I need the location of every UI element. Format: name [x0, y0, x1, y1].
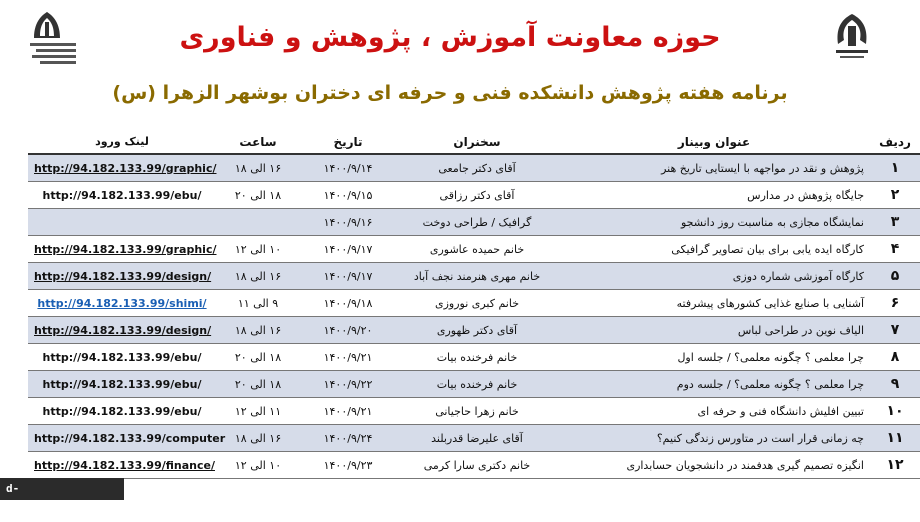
row-date: ۱۴۰۰/۹/۱۷ [323, 269, 373, 283]
row-speaker: خانم فرخنده بیات [436, 377, 518, 391]
row-date: ۱۴۰۰/۹/۲۱ [323, 404, 373, 418]
header-title: عنوان وبینار [558, 130, 870, 154]
header-link: لینک ورود [28, 130, 216, 154]
row-title: جایگاه پژوهش در مدارس [747, 188, 864, 202]
row-num: ۱ [890, 160, 900, 176]
row-num: ۸ [890, 349, 900, 365]
row-date: ۱۴۰۰/۹/۱۸ [323, 296, 373, 310]
table-row [28, 236, 920, 263]
row-title: پژوهش و نقد در مواجهه با ایستایی تاریخ هنر [661, 161, 864, 175]
table-row [28, 182, 920, 209]
row-link[interactable]: http://94.182.133.99/graphic/ [34, 242, 217, 256]
row-num: ۷ [890, 322, 900, 338]
row-time: ۱۰ الی ۱۲ [234, 458, 282, 472]
row-speaker: آقای دکتر جامعی [438, 161, 516, 175]
table-row [28, 317, 920, 344]
row-num: ۹ [890, 376, 900, 392]
row-title: انگیزه تصمیم گیری هدفمند در دانشجویان حسابداری [626, 458, 864, 472]
table-row [28, 344, 920, 371]
row-link[interactable]: http://94.182.133.99/ebu/ [42, 377, 202, 391]
row-num: ۱۰ [886, 403, 904, 419]
row-date: ۱۴۰۰/۹/۲۱ [323, 350, 373, 364]
table-row [28, 452, 920, 479]
page-subtitle: برنامه هفته پژوهش دانشکده فنی و حرفه ای دختران بوشهر الزهرا (س) [112, 82, 788, 104]
table-header-row [28, 130, 920, 154]
row-link[interactable]: http://94.182.133.99/design/ [34, 323, 212, 337]
row-date: ۱۴۰۰/۹/۲۳ [323, 458, 373, 472]
table-row [28, 398, 920, 425]
row-speaker: گرافیک / طراحی دوخت [422, 215, 532, 229]
row-time: ۱۶ الی ۱۸ [234, 161, 282, 175]
row-time: ۱۸ الی ۲۰ [234, 377, 282, 391]
row-link[interactable]: http://94.182.133.99/design/ [34, 269, 212, 283]
row-title: نمایشگاه مجازی به مناسبت روز دانشجو [681, 215, 864, 229]
row-speaker: خانم دکتری سارا کرمی [423, 458, 531, 472]
row-speaker: خانم زهرا حاجیانی [435, 404, 519, 418]
row-num: ۵ [890, 268, 900, 284]
table-row [28, 154, 920, 182]
row-date: ۱۴۰۰/۹/۲۴ [323, 431, 373, 445]
row-link[interactable]: http://94.182.133.99/ebu/ [42, 350, 202, 364]
row-num: ۴ [890, 241, 900, 257]
table-row [28, 425, 920, 452]
row-date: ۱۴۰۰/۹/۱۶ [323, 215, 373, 229]
row-speaker: آقای دکتر رزاقی [439, 188, 515, 202]
row-link[interactable]: http://94.182.133.99/shimi/ [37, 296, 207, 310]
row-time: ۱۸ الی ۲۰ [234, 350, 282, 364]
table-row [28, 371, 920, 398]
row-title: چرا معلمی ؟ چگونه معلمی؟ / جلسه دوم [676, 377, 864, 391]
table-row [28, 290, 920, 317]
header-time: ساعت [216, 130, 300, 154]
header-num: ردیف [870, 130, 920, 154]
site-footer-badge[interactable]: d-bushehr.nus.ac.ir [0, 478, 124, 500]
row-title: چه زمانی قرار است در متاورس زندگی کنیم؟ [656, 431, 864, 445]
row-date: ۱۴۰۰/۹/۱۷ [323, 242, 373, 256]
row-date: ۱۴۰۰/۹/۱۵ [323, 188, 373, 202]
row-title: چرا معلمی ؟ چگونه معلمی؟ / جلسه اول [677, 350, 864, 364]
row-title: کارگاه ایده یابی برای بیان تصاویر گرافیکی [671, 242, 864, 256]
row-date: ۱۴۰۰/۹/۲۰ [323, 323, 373, 337]
row-link[interactable]: http://94.182.133.99/ebu/ [42, 404, 202, 418]
schedule-table [28, 130, 920, 479]
row-link[interactable]: http://94.182.133.99/finance/ [34, 458, 215, 472]
row-time: ۱۱ الی ۱۲ [234, 404, 282, 418]
row-time: ۱۶ الی ۱۸ [234, 323, 282, 337]
row-speaker: خانم مهری هنرمند نجف آباد [413, 269, 541, 283]
row-num: ۱۲ [886, 457, 904, 473]
row-title: کارگاه آموزشی شماره دوزی [732, 269, 864, 283]
row-num: ۲ [890, 187, 900, 203]
row-link[interactable]: http://94.182.133.99/graphic/ [34, 161, 217, 175]
row-date: ۱۴۰۰/۹/۱۴ [323, 161, 373, 175]
row-speaker: آقای دکتر ظهوری [436, 323, 518, 337]
row-time: ۱۸ الی ۲۰ [234, 188, 282, 202]
header-speaker: سخنران [396, 130, 558, 154]
row-time: ۹ الی ۱۱ [237, 296, 279, 310]
row-time: ۱۶ الی ۱۸ [234, 431, 282, 445]
header-date: تاریخ [300, 130, 396, 154]
row-num: ۱۱ [886, 430, 904, 446]
row-num: ۳ [890, 214, 900, 230]
row-time: ۱۶ الی ۱۸ [234, 269, 282, 283]
row-title: آشنایی با صنایع غذایی کشورهای پیشرفته [676, 296, 864, 310]
row-speaker: خانم فرخنده بیات [436, 350, 518, 364]
page-title: حوزه معاونت آموزش ، پژوهش و فناوری [179, 22, 721, 53]
row-date: ۱۴۰۰/۹/۲۲ [323, 377, 373, 391]
row-link[interactable]: http://94.182.133.99/computer [34, 431, 226, 445]
row-speaker: خانم کبری نوروزی [434, 296, 520, 310]
row-num: ۶ [890, 295, 900, 311]
row-link[interactable]: http://94.182.133.99/ebu/ [42, 188, 202, 202]
row-speaker: خانم حمیده عاشوری [429, 242, 525, 256]
table-row [28, 209, 920, 236]
row-time [216, 209, 300, 236]
row-time: ۱۰ الی ۱۲ [234, 242, 282, 256]
row-title: تبیین افلیش دانشگاه فنی و حرفه ای [697, 404, 864, 418]
row-speaker: آقای علیرضا قدربلند [431, 431, 523, 445]
row-title: الیاف نوین در طراحی لباس [737, 323, 864, 337]
table-row [28, 263, 920, 290]
